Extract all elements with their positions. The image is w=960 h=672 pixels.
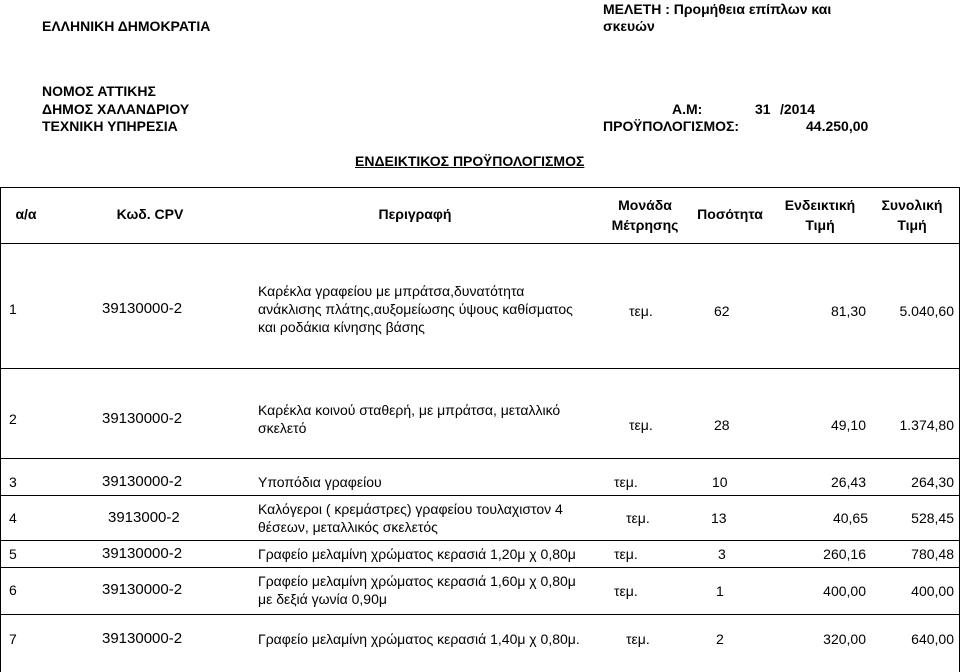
row-quantity: 1 — [716, 583, 724, 599]
row-aa: 5 — [9, 546, 17, 562]
row-quantity: 3 — [718, 546, 726, 562]
row-quantity: 62 — [714, 303, 730, 319]
section-title: ΕΝΔΕΙΚΤΙΚΟΣ ΠΡΟΫΠΟΛΟΓΙΣΜΟΣ — [355, 153, 585, 169]
row-cpv: 39130000-2 — [102, 630, 183, 647]
row-total: 1.374,80 — [899, 417, 954, 433]
row-cpv: 3913000-2 — [108, 509, 180, 526]
row-unit: τεμ. — [626, 631, 650, 647]
table-left-border — [0, 187, 1, 672]
col-header-description: Περιγραφή — [378, 206, 452, 222]
row-total: 5.040,60 — [899, 303, 954, 319]
row-quantity: 28 — [714, 417, 730, 433]
row-unit: τεμ. — [629, 417, 653, 433]
row-cpv: 39130000-2 — [102, 410, 183, 427]
table-header-bottom-border — [0, 243, 960, 244]
row-description-line: με δεξιά γωνία 0,90μ — [258, 591, 387, 607]
row-unit-price: 40,65 — [832, 510, 868, 526]
row-quantity: 13 — [711, 510, 727, 526]
am-year: /2014 — [780, 101, 816, 117]
row-aa: 3 — [9, 474, 17, 490]
row-description-line: και ροδάκια κίνησης βάσης — [258, 319, 425, 335]
row-unit-price: 260,16 — [823, 546, 866, 562]
row-description-line: Καλόγεροι ( κρεμάστρες) γραφείου τουλαχιστον 4 — [258, 501, 563, 517]
col-header-price-line1: Ενδεικτική — [784, 197, 856, 213]
row-cpv: 39130000-2 — [102, 581, 183, 598]
row-unit-price: 320,00 — [823, 631, 866, 647]
row-cpv: 39130000-2 — [102, 473, 183, 490]
row-unit-price: 26,43 — [830, 474, 866, 490]
row-description-line: Γραφείο μελαμίνη χρώματος κερασιά 1,60μ χ 0,80μ — [258, 573, 576, 589]
row-total: 264,30 — [911, 474, 954, 490]
row-unit: τεμ. — [614, 583, 638, 599]
row-divider — [0, 567, 960, 568]
row-aa: 7 — [9, 631, 17, 647]
row-aa: 1 — [9, 301, 17, 317]
col-header-unit-line2: Μέτρησης — [611, 217, 679, 233]
am-number: 31 — [755, 101, 771, 117]
row-aa: 4 — [9, 510, 17, 526]
row-unit: τεμ. — [629, 303, 653, 319]
row-cpv: 39130000-2 — [102, 545, 183, 562]
col-header-price-line2: Τιμή — [805, 217, 835, 233]
table-top-border — [0, 187, 960, 188]
study-title-line1: ΜΕΛΕΤΗ : Προμήθεια επίπλων και — [603, 1, 832, 17]
row-description-line: Υποπόδια γραφείου — [258, 474, 382, 490]
row-divider — [0, 614, 960, 615]
row-unit: τεμ. — [614, 546, 638, 562]
row-description-line: ανάκλισης πλάτης,αυξομείωσης ύψους καθίσματος — [258, 301, 573, 317]
municipality: ΔΗΜΟΣ ΧΑΛΑΝΔΡΙΟΥ — [42, 101, 190, 117]
row-description-line: Γραφείο μελαμίνη χρώματος κερασιά 1,40μ χ 0,80μ. — [258, 631, 580, 647]
budget-value: 44.250,00 — [806, 118, 869, 134]
technical-service: ΤΕΧΝΙΚΗ ΥΠΗΡΕΣΙΑ — [42, 118, 178, 134]
row-total: 640,00 — [911, 631, 954, 647]
row-description-line: Γραφείο μελαμίνη χρώματος κερασιά 1,20μ χ 0,80μ — [258, 546, 576, 562]
col-header-aa: α/α — [15, 206, 37, 222]
col-header-unit-line1: Μονάδα — [618, 197, 672, 213]
col-header-total-line2: Τιμή — [897, 217, 927, 233]
row-cpv: 39130000-2 — [102, 300, 183, 317]
row-description-line: θέσεων, μεταλλικός σκελετός — [258, 519, 438, 535]
row-divider — [0, 540, 960, 541]
row-aa: 2 — [9, 411, 17, 427]
budget-label: ΠΡΟΫΠΟΛΟΓΙΣΜΟΣ: — [603, 118, 740, 134]
row-description-line: σκελετό — [258, 420, 307, 436]
col-header-quantity: Ποσότητα — [697, 206, 763, 222]
country-title: ΕΛΛΗΝΙΚΗ ΔΗΜΟΚΡΑΤΙΑ — [42, 18, 211, 34]
col-header-cpv: Κωδ. CPV — [116, 206, 184, 222]
row-total: 528,45 — [911, 510, 954, 526]
row-description-line: Καρέκλα γραφείου με μπράτσα,δυνατότητα — [258, 283, 525, 299]
row-description-line: Καρέκλα κοινού σταθερή, με μπράτσα, μεταλλικό — [258, 402, 561, 418]
study-title-line2: σκευών — [603, 18, 655, 34]
row-unit-price: 49,10 — [830, 417, 866, 433]
row-unit-price: 81,30 — [830, 303, 866, 319]
row-quantity: 10 — [712, 474, 728, 490]
row-divider — [0, 458, 960, 459]
col-header-total-line1: Συνολική — [881, 197, 943, 213]
prefecture: ΝΟΜΟΣ ΑΤΤΙΚΗΣ — [42, 83, 156, 99]
row-unit: τεμ. — [614, 474, 638, 490]
row-unit-price: 400,00 — [823, 583, 866, 599]
row-divider — [0, 495, 960, 496]
row-total: 780,48 — [911, 546, 954, 562]
am-label: Α.Μ: — [672, 101, 703, 117]
row-divider — [0, 368, 960, 369]
row-unit: τεμ. — [626, 510, 650, 526]
row-total: 400,00 — [911, 583, 954, 599]
row-aa: 6 — [9, 582, 17, 598]
row-quantity: 2 — [716, 631, 724, 647]
